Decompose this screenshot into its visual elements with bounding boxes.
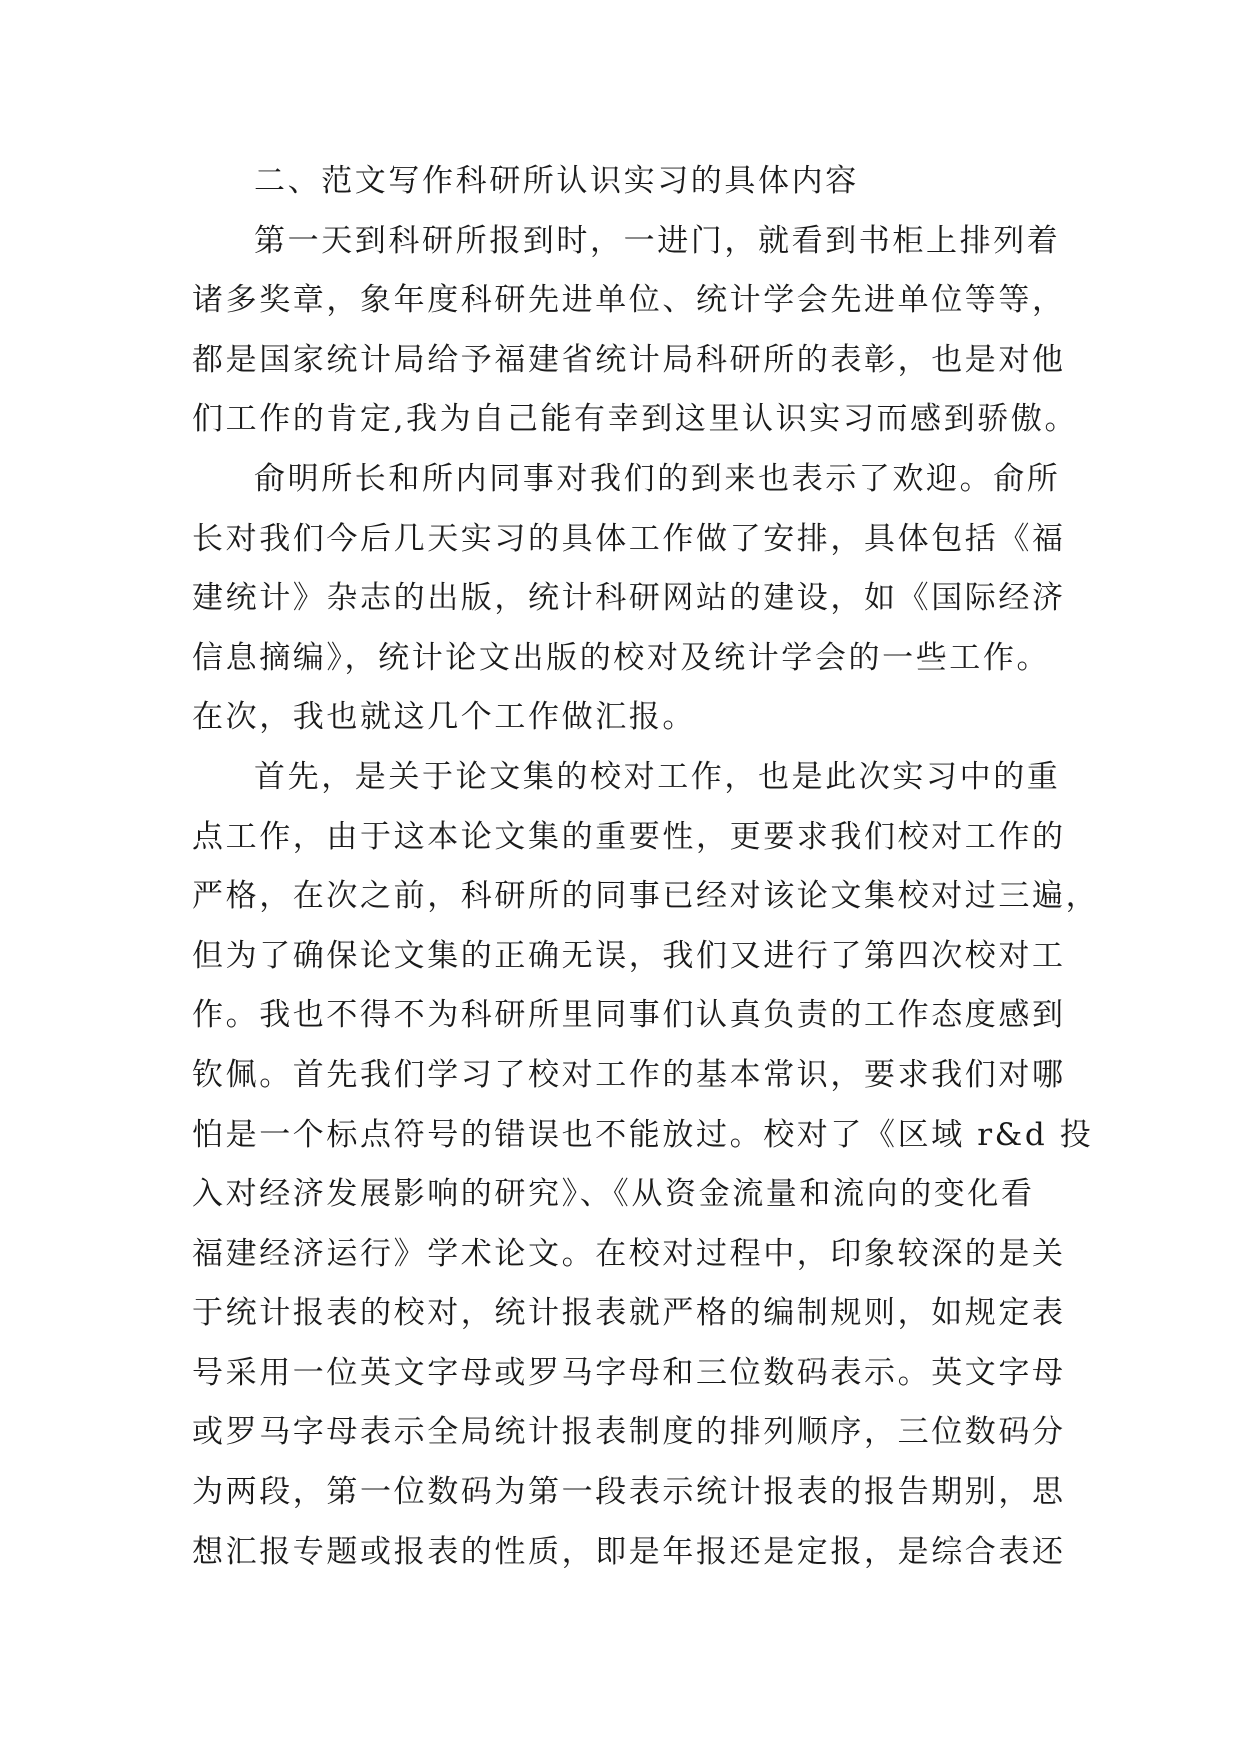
body-text [192, 152, 1100, 1582]
paragraph-line: 信息摘编》，统计论文出版的校对及统计学会的一些工作。 [192, 639, 1051, 676]
paragraph-line: 怕是一个标点符号的错误也不能放过。校对了《区域 r&d 投 [192, 1116, 1094, 1153]
paragraph-line: 长对我们今后几天实习的具体工作做了安排，具体包括《福 [192, 520, 1066, 557]
paragraph-line: 俞明所长和所内同事对我们的到来也表示了欢迎。俞所 [254, 460, 1061, 497]
paragraph-line: 都是国家统计局给予福建省统计局科研所的表彰，也是对他 [192, 341, 1066, 378]
paragraph-line: 但为了确保论文集的正确无误，我们又进行了第四次校对工 [192, 937, 1066, 974]
paragraph-line: 或罗马字母表示全局统计报表制度的排列顺序，三位数码分 [192, 1414, 1066, 1451]
paragraph-line: 诸多奖章，象年度科研先进单位、统计学会先进单位等等， [192, 282, 1066, 319]
paragraph-line: 们工作的肯定,我为自己能有幸到这里认识实习而感到骄傲。 [192, 401, 1079, 438]
paragraph-line: 点工作，由于这本论文集的重要性，更要求我们校对工作的 [192, 818, 1066, 855]
paragraph-line: 于统计报表的校对，统计报表就严格的编制规则，如规定表 [192, 1295, 1066, 1332]
paragraph-line: 入对经济发展影响的研究》、《从资金流量和流向的变化看 [192, 1176, 1035, 1213]
paragraph-line: 福建经济运行》学术论文。在校对过程中，印象较深的是关 [192, 1235, 1066, 1272]
paragraph-line: 严格，在次之前，科研所的同事已经对该论文集校对过三遍， [192, 878, 1100, 915]
paragraph-line: 作。我也不得不为科研所里同事们认真负责的工作态度感到 [192, 997, 1066, 1034]
section-heading: 二、范文写作科研所认识实习的具体内容 [254, 163, 859, 199]
paragraph-line: 第一天到科研所报到时，一进门，就看到书柜上排列着 [254, 222, 1061, 259]
paragraph-line: 钦佩。首先我们学习了校对工作的基本常识，要求我们对哪 [192, 1056, 1066, 1093]
paragraph-line: 首先，是关于论文集的校对工作，也是此次实习中的重 [254, 758, 1061, 795]
paragraph-line: 想汇报专题或报表的性质，即是年报还是定报，是综合表还 [192, 1533, 1066, 1570]
paragraph-line: 号采用一位英文字母或罗马字母和三位数码表示。英文字母 [192, 1354, 1066, 1391]
paragraph-line: 建统计》杂志的出版，统计科研网站的建设，如《国际经济 [192, 580, 1066, 617]
paragraph-line: 为两段，第一位数码为第一段表示统计报表的报告期别，思 [192, 1474, 1066, 1511]
paragraph-line: 在次，我也就这几个工作做汇报。 [192, 699, 696, 736]
